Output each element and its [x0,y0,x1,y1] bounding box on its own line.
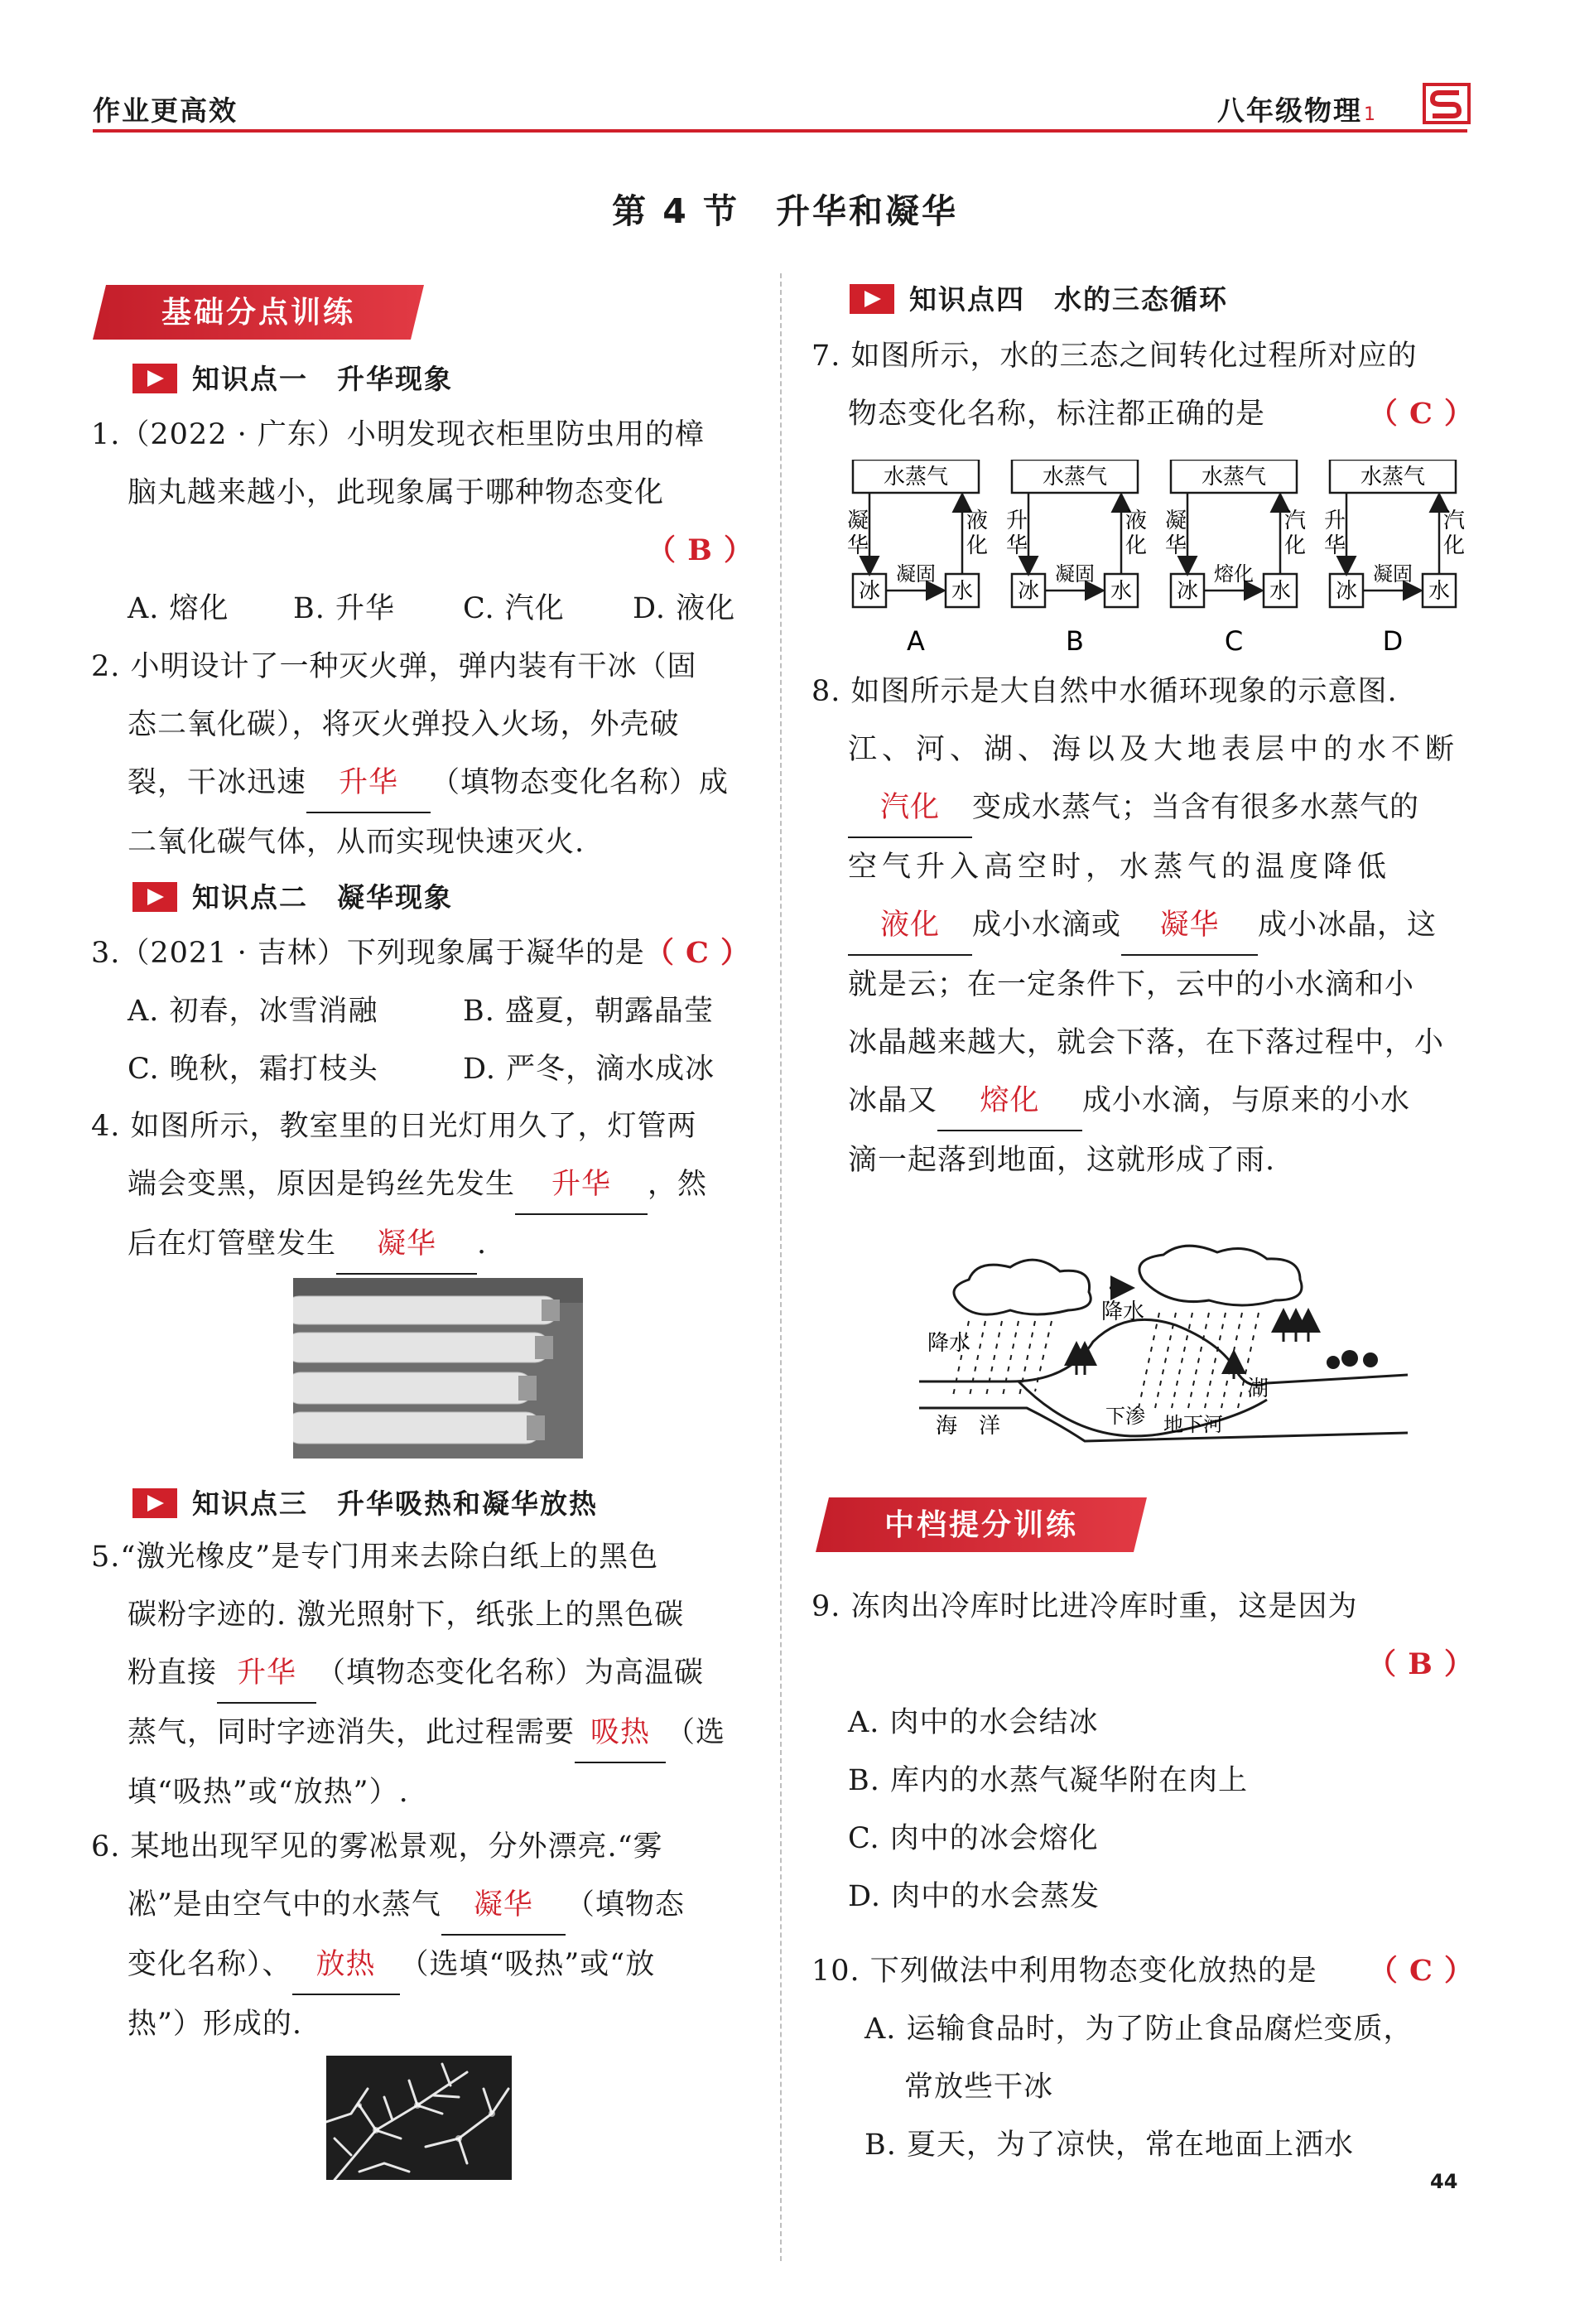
q1-option-a: A. 熔化 [128,592,229,625]
section-banner-basic-label: 基础分点训练 [161,295,355,330]
bottom-arrow-label: 凝固 [1373,562,1413,586]
header-left-title: 作业更高效 [93,94,238,127]
q5-blank-answer-1: 升华 [217,1644,316,1704]
q2-line: 二氧化碳气体，从而实现快速灭火. [128,826,585,859]
q8-blank-answer-4: 熔化 [937,1072,1082,1131]
bottom-arrow-label: 凝固 [896,562,936,586]
water-label: 水 [1110,579,1133,604]
q4-text: . [477,1227,488,1261]
lake-label: 湖 [1247,1377,1269,1401]
q5-line: 碳粉字迹的. 激光照射下，纸张上的黑色碳 [128,1598,685,1632]
q8-text: 变成水蒸气；当含有很多水蒸气的 [972,791,1420,824]
q2-line: 2. 小明设计了一种灭火弹，弹内装有干冰（固 [91,650,697,683]
diagram-letter: D [1382,625,1404,657]
q7-state-diagrams [845,460,1482,663]
header-divider [93,129,1467,133]
left-arrow-label: 升华 [1005,509,1028,558]
q2-text: 裂，干冰迅速 [128,766,307,799]
q2-text: （填物态变化名称）成 [431,766,730,799]
q1-line: 脑丸越来越小，此现象属于哪种物态变化 [128,476,665,509]
q6-line: 热”）形成的. [128,2008,303,2041]
water-label: 水 [1428,579,1451,604]
q8-line: 江、河、湖、海以及大地表层中的水不断 [848,733,1460,766]
q8-line: 滴一起落到地面，这就形成了雨. [848,1144,1276,1177]
question-8 [811,663,1474,1189]
q1-option-b: B. 升华 [293,592,395,625]
q7-line: 7. 如图所示，水的三态之间转化过程所对应的 [811,340,1418,373]
knowledge-point-2 [132,876,453,915]
q8-blank-answer-2: 液化 [848,896,972,956]
underground-river-label: 地下河 [1163,1413,1223,1436]
q9-line: 9. 冻肉出冷库时比进冷库时重，这是因为 [811,1590,1358,1623]
vapor-label: 水蒸气 [1201,465,1267,489]
bottom-arrow-label: 熔化 [1214,562,1254,586]
q3-option-a: A. 初春，冰雪消融 [128,995,378,1028]
right-arrow-label: 液化 [966,509,989,558]
question-6 [91,1818,754,2053]
q1-option-c: C. 汽化 [463,592,565,625]
left-arrow-label: 凝华 [1164,509,1187,558]
left-arrow-label: 凝华 [846,509,869,558]
q6-text: （选填“吸热”或“放 [399,1948,656,1981]
q5-line: 5.“激光橡皮”是专门用来去除白纸上的黑色 [91,1540,659,1574]
q6-blank-answer-2: 放热 [292,1936,400,1995]
rain-label-right: 降水 [1101,1299,1145,1324]
question-10 [811,1942,1474,2174]
q7-diagram-c [1165,460,1306,657]
q4-text: 端会变黑，原因是钨丝先发生 [128,1168,516,1201]
q7-diagram-a [847,460,988,657]
diagram-letter: B [1066,625,1084,657]
q4-text: ，然 [648,1168,708,1201]
q5-text: （选 [666,1716,726,1749]
q6-text: 变化名称）、 [128,1948,292,1981]
cloud-left [954,1260,1091,1314]
q3-answer: （ C ） [644,936,751,970]
q9-option-b: B. 库内的水蒸气凝华附在肉上 [848,1764,1248,1797]
q6-text: 凇”是由空气中的水蒸气 [128,1888,441,1921]
diagram-letter: C [1224,625,1244,657]
q3-line: 3.（2021 · 吉林）下列现象属于凝华的是 [91,937,645,970]
vapor-label: 水蒸气 [1360,465,1426,489]
sea-label: 海 洋 [936,1414,1001,1439]
rime-frost-photo [326,2056,512,2180]
q3-option-c: C. 晚秋，霜打枝头 [128,1053,378,1086]
play-arrow-icon [850,284,894,314]
q5-blank-answer-2: 吸热 [575,1704,666,1763]
grade-subject: 八年级物理 [1217,94,1362,127]
column-divider [780,273,782,2261]
q4-blank-answer-2: 凝华 [336,1215,477,1275]
cloud-right [1139,1246,1302,1305]
page-number: 44 [1430,2170,1458,2193]
right-arrow-label: 汽化 [1442,509,1466,558]
ice-label: 冰 [1335,579,1358,604]
rain-label-left: 降水 [927,1331,971,1356]
q2-blank-answer: 升华 [306,754,431,813]
q1-line: 1.（2022 · 广东）小明发现衣柜里防虫用的樟 [91,418,705,451]
play-arrow-icon [132,1488,177,1518]
question-3 [91,924,754,1098]
fluorescent-tubes-photo [293,1278,583,1459]
right-arrow-label: 液化 [1125,509,1148,558]
q10-option-b: B. 夏天，为了凉快，常在地面上洒水 [864,2129,1354,2162]
q10-answer: （ C ） [1368,1954,1474,1988]
play-arrow-icon [132,882,177,912]
q10-option-a-cont: 常放些干冰 [904,2071,1054,2104]
question-4 [91,1097,754,1275]
knowledge-point-3-label: 知识点三 升华吸热和凝华放热 [192,1487,598,1520]
seep-label: 下渗 [1105,1405,1145,1428]
knowledge-point-3 [132,1483,598,1521]
header-right-title [1217,89,1377,128]
q9-option-a: A. 肉中的水会结冰 [848,1706,1099,1739]
q5-text: 粉直接 [128,1656,218,1690]
water-label: 水 [1269,579,1292,604]
section-banner-mid-label: 中档提分训练 [884,1507,1078,1542]
q8-line: 8. 如图所示是大自然中水循环现象的示意图. [811,675,1398,708]
left-arrow-label: 升华 [1323,509,1346,558]
q8-line: 空气升入高空时，水蒸气的温度降低 [848,851,1392,884]
knowledge-point-4 [850,278,1228,317]
water-label: 水 [951,579,974,604]
q7-diagram-d [1324,460,1465,657]
q9-option-c: C. 肉中的冰会熔化 [848,1822,1099,1855]
question-7 [811,327,1474,443]
q1-answer: （ B ） [647,533,754,567]
q3-option-b: B. 盛夏，朝露晶莹 [463,995,714,1028]
q10-option-a: A. 运输食品时，为了防止食品腐烂变质， [864,2013,1413,2046]
knowledge-point-2-label: 知识点二 凝华现象 [192,881,453,914]
play-arrow-icon [132,364,177,393]
q4-text: 后在灯管壁发生 [128,1227,337,1261]
q8-line: 冰晶越来越大，就会下落，在下落过程中，小 [848,1026,1445,1059]
q8-blank-answer-3: 凝华 [1121,896,1258,956]
q4-line: 4. 如图所示，教室里的日光灯用久了，灯管两 [91,1110,697,1143]
q8-text: 成小冰晶，这 [1258,909,1438,942]
q6-line: 6. 某地出现罕见的雾凇景观，分外漂亮.“雾 [91,1830,663,1864]
q6-blank-answer-1: 凝华 [441,1876,566,1936]
section-banner-basic [93,285,424,340]
q8-text: 成小水滴或 [972,909,1122,942]
question-5 [91,1528,754,1821]
q8-line: 就是云；在一定条件下，云中的小水滴和小 [848,968,1415,1001]
q8-text: 冰晶又 [848,1084,938,1117]
bottom-arrow-label: 凝固 [1055,562,1095,586]
q7-line: 物态变化名称，标注都正确的是 [848,398,1266,431]
section-banner-mid [816,1497,1147,1552]
knowledge-point-4-label: 知识点四 水的三态循环 [909,283,1228,316]
water-cycle-figure [919,1242,1408,1466]
vapor-label: 水蒸气 [1042,465,1108,489]
q10-line: 10. 下列做法中利用物态变化放热的是 [811,1955,1317,1988]
knowledge-point-1 [132,358,453,397]
q6-text: （填物态 [565,1888,685,1921]
volume-number: 1 [1364,104,1377,125]
question-2 [91,638,754,871]
q8-text: 成小水滴，与原来的小水 [1082,1084,1411,1117]
q8-blank-answer-1: 汽化 [848,779,972,838]
q9-option-d: D. 肉中的水会蒸发 [848,1880,1100,1913]
q5-text: 蒸气，同时字迹消失，此过程需要 [128,1716,576,1749]
right-arrow-label: 汽化 [1283,509,1307,558]
page-title: 第 4 节 升华和凝华 [611,191,959,231]
ice-label: 冰 [1017,579,1040,604]
q5-text: （填物态变化名称）为高温碳 [316,1656,705,1690]
q7-answer: （ C ） [1368,397,1474,431]
q9-answer: （ B ） [1367,1647,1474,1681]
q2-line: 态二氧化碳），将灭火弹投入火场，外壳破 [128,708,680,741]
q1-option-d: D. 液化 [633,592,736,625]
ice-label: 冰 [1176,579,1199,604]
knowledge-point-1-label: 知识点一 升华现象 [192,363,453,395]
q4-blank-answer-1: 升华 [515,1155,648,1215]
question-9 [811,1578,1474,1926]
diagram-letter: A [907,625,925,657]
q7-diagram-b [1006,460,1147,657]
ice-label: 冰 [858,579,881,604]
vapor-label: 水蒸气 [883,465,949,489]
question-1 [91,406,754,638]
publisher-logo-icon [1423,81,1471,126]
q5-line: 填“吸热”或“放热”）. [128,1776,409,1809]
q3-option-d: D. 严冬，滴水成冰 [463,1053,715,1086]
